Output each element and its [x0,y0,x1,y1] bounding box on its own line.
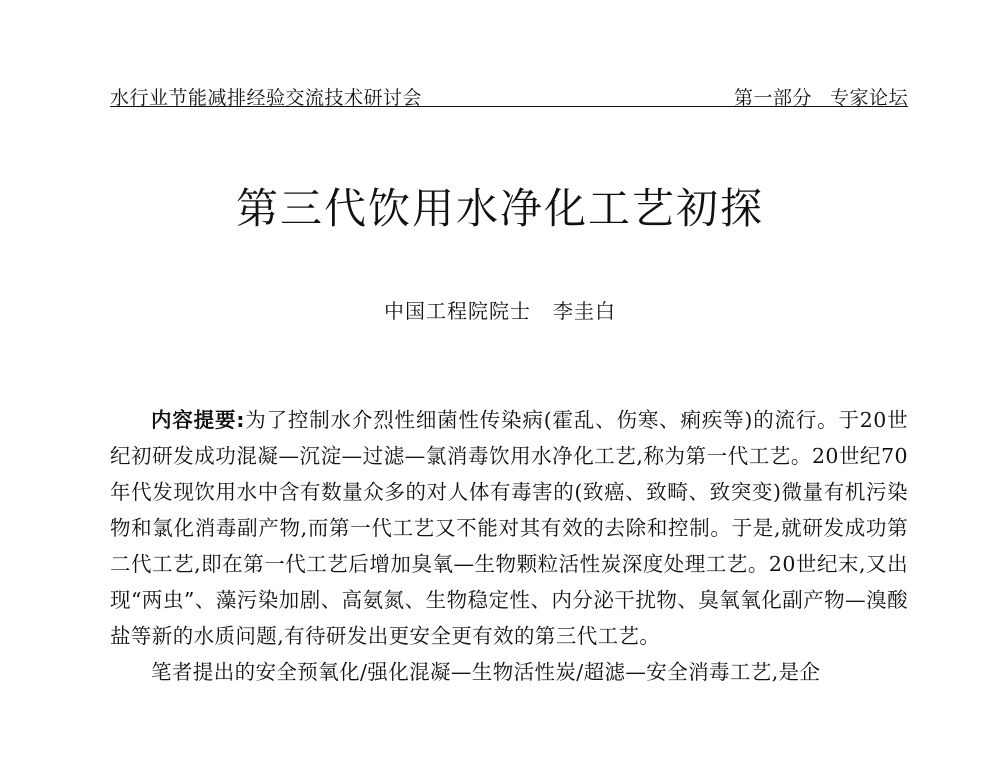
author-line [0,297,1000,325]
body-text [110,402,908,690]
section-name: 专家论坛 [829,87,908,109]
abstract-text: 为了控制水介烈性细菌性传染病(霍乱、伤寒、痢疾等)的流行。于20世纪初研发成功混凝—沉淀—过滤—氯消毒饮用水净化工艺,称为第一代工艺。20世纪70年代发现饮用水中含有数量众多的对人体有毒害的(致癌、致畸、致突变)微量有机污染物和氯化消毒副产物,而第一代工艺又不能对其有效的去除和控制。于是,就研发成功第二代工艺,即在第一代工艺后增加臭氧—生物颗粒活性炭深度处理工艺。20世纪末,又出现“两虫”、藻污染加剧、高氨氮、生物稳定性、内分泌干扰物、臭氧氧化副产物—溴酸盐等新的水质问题,有待研发出更安全更有效的第三代工艺。 [110,408,909,648]
section-part: 第一部分 [733,87,812,109]
conference-name: 水行业节能减排经验交流技术研讨会 [110,87,423,109]
header-divider [110,106,908,107]
body-paragraph: 笔者提出的安全预氧化/强化混凝—生物活性炭/超滤—安全消毒工艺,是企 [151,660,821,684]
abstract-paragraph [110,402,908,654]
paper-title: 第三代饮用水净化工艺初探 [235,184,764,233]
author-name: 李圭白 [553,299,616,323]
abstract-label: 内容提要: [151,408,245,432]
author-affiliation: 中国工程院院士 [384,299,531,323]
